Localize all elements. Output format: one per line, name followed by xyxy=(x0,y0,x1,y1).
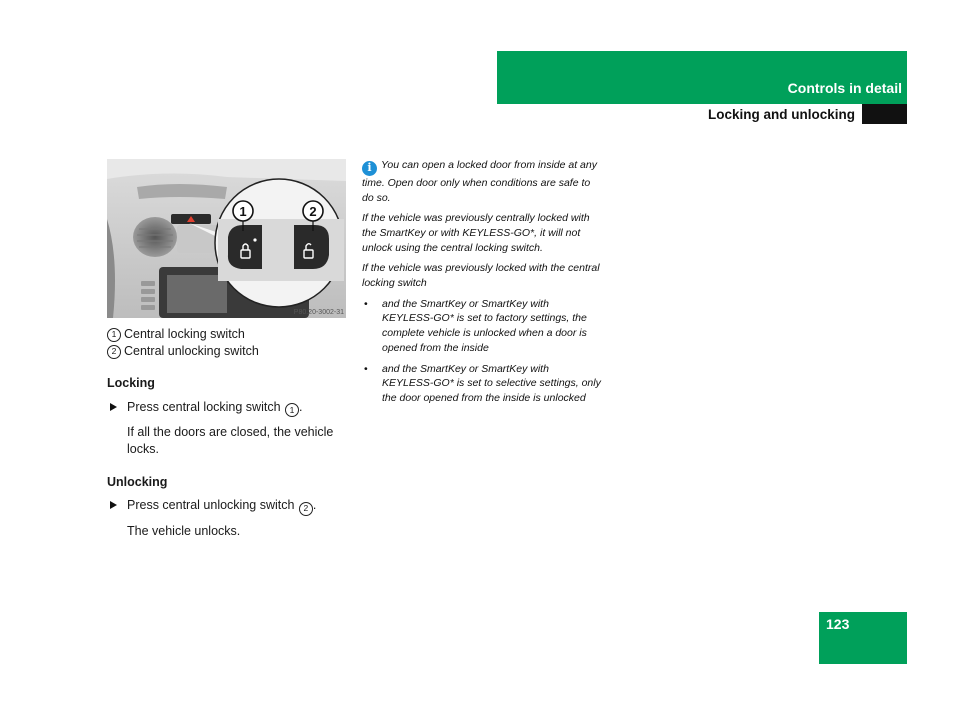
subsection-row xyxy=(600,104,907,125)
info-note xyxy=(362,158,602,205)
callout-2: 2 xyxy=(309,204,317,219)
bullet-dot: • xyxy=(364,362,368,375)
left-column xyxy=(107,326,347,540)
section-title: Controls in detail xyxy=(787,80,902,96)
header-bar xyxy=(497,51,907,104)
locking-result: If all the doors are closed, the vehicle locks. xyxy=(127,425,334,457)
number-circle: 1 xyxy=(285,403,299,417)
legend-text: Central locking switch xyxy=(124,327,245,341)
section-tab-marker xyxy=(862,104,907,124)
arrow-bullet-icon xyxy=(110,501,117,509)
note-bullet xyxy=(362,297,602,356)
info-note-text: You can open a locked door from inside at any time. Open door only when conditions are safe to do so. xyxy=(362,159,597,204)
number-circle: 2 xyxy=(107,345,121,359)
note-paragraph: If the vehicle was previously locked with the central locking switch xyxy=(362,262,600,290)
legend-text: Central unlocking switch xyxy=(124,344,259,358)
locking-heading: Locking xyxy=(107,376,155,390)
unlocking-step-end: . xyxy=(312,498,317,513)
number-circle: 1 xyxy=(107,328,121,342)
unlocking-step-text: Press central unlocking switch xyxy=(127,498,295,513)
arrow-bullet-icon xyxy=(110,403,117,411)
locking-step-text: Press central locking switch xyxy=(127,400,281,414)
page-number: 123 xyxy=(826,616,850,632)
locking-step-end: . xyxy=(299,400,303,414)
note-bullet xyxy=(362,362,602,406)
subsection-title: Locking and unlocking xyxy=(707,107,855,122)
bullet-dot: • xyxy=(364,297,368,310)
note-bullet-text: and the SmartKey or SmartKey with KEYLESS-GO* is set to selective settings, only the door opened from the inside is unlocked xyxy=(382,362,601,404)
legend-item xyxy=(107,343,347,360)
unlocking-step xyxy=(107,497,347,515)
callout-1: 1 xyxy=(239,204,247,219)
info-icon: i xyxy=(362,161,377,176)
figure-code: P80.20-3002-31 xyxy=(293,309,344,316)
locking-step xyxy=(107,399,347,417)
number-circle: 2 xyxy=(299,502,313,516)
legend-item xyxy=(107,326,347,343)
notes-column xyxy=(362,158,602,406)
page-number-box xyxy=(819,612,907,664)
unlocking-heading: Unlocking xyxy=(107,475,168,490)
central-locking-illustration xyxy=(107,159,346,318)
note-paragraph: If the vehicle was previously centrally locked with the SmartKey or with KEYLESS-GO*, it will not unlock using the central locking switch. xyxy=(362,212,590,254)
note-bullet-text: and the SmartKey or SmartKey with KEYLESS-GO* is set to factory settings, the complete vehicle is unlocked when a door is opened from the inside xyxy=(382,297,587,354)
unlocking-result: The vehicle unlocks. xyxy=(127,523,241,538)
